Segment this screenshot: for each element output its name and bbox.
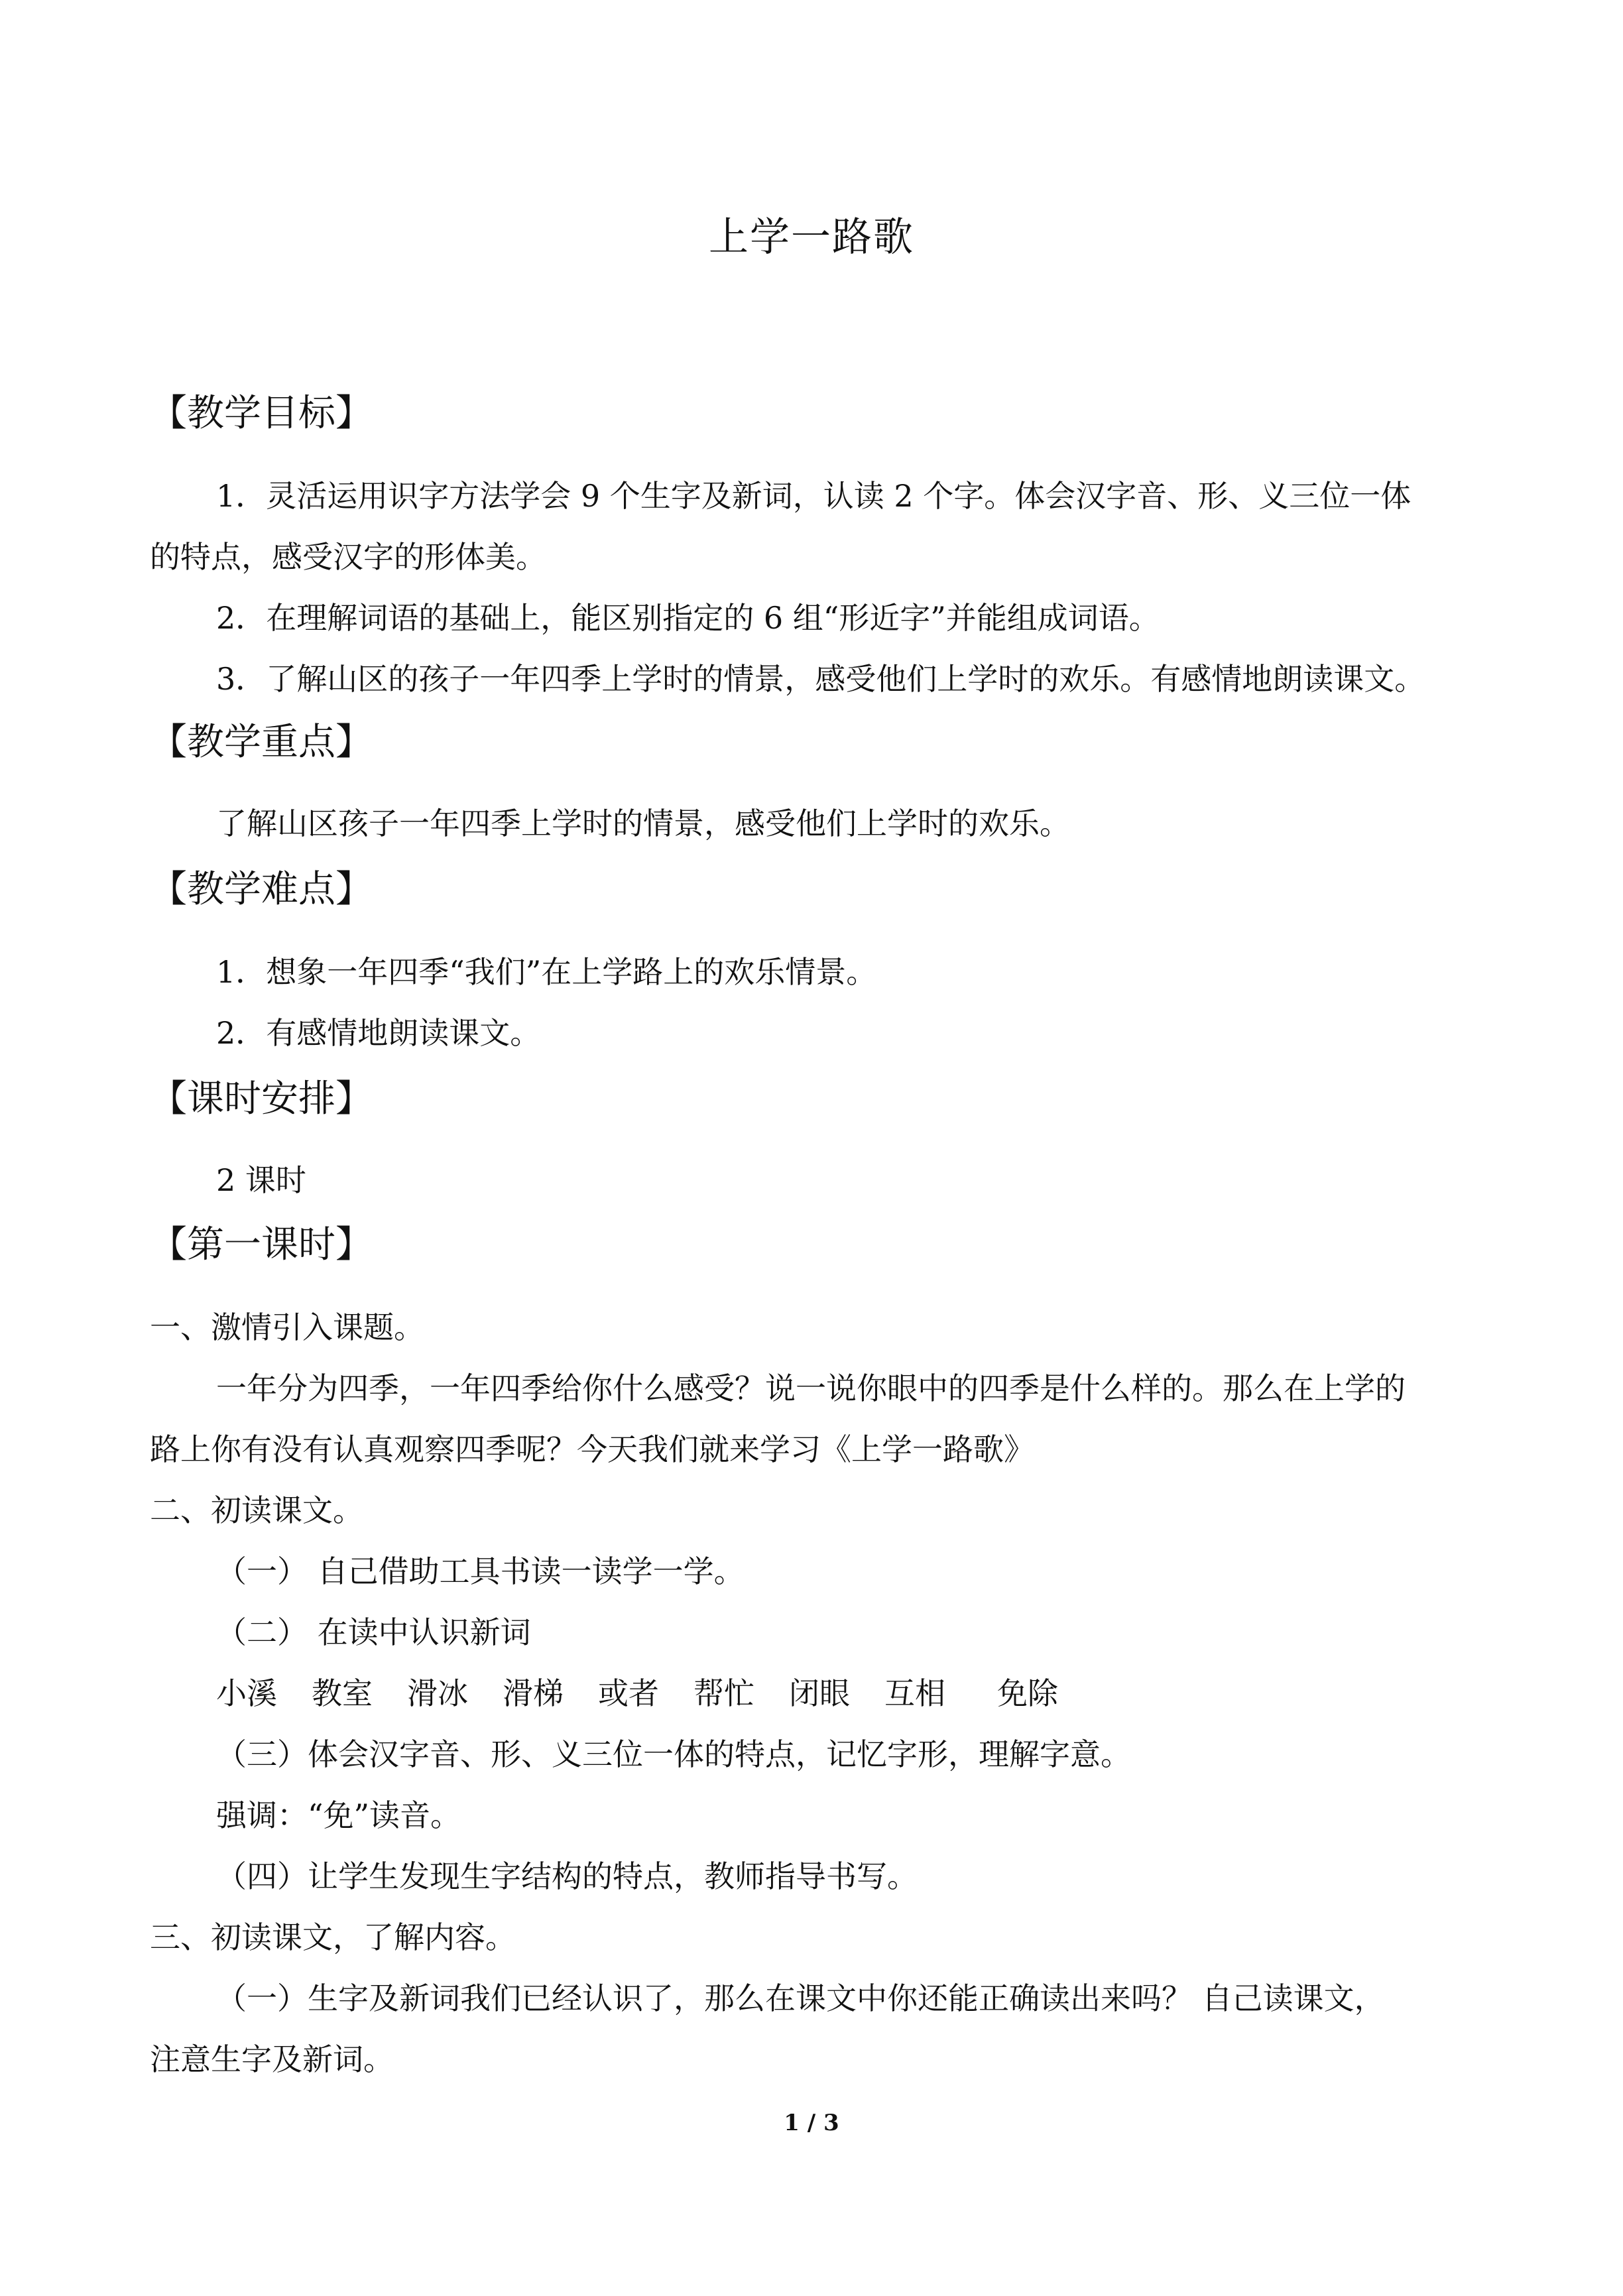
vocab-word: 免除 xyxy=(997,1675,1058,1711)
vocab-list xyxy=(216,1672,1058,1715)
vocab-word: 闭眼 xyxy=(789,1675,850,1711)
difficulty-1: 1．想象一年四季“我们”在上学路上的欢乐情景。 xyxy=(216,954,877,990)
step-2-sub-2: （二） 在读中认识新词 xyxy=(216,1614,531,1650)
vocab-word: 帮忙 xyxy=(693,1675,754,1711)
step-2-sub-4: （四）让学生发现生字结构的特点，教师指导书写。 xyxy=(216,1858,918,1894)
first-lesson-heading: 【第一课时】 xyxy=(150,1223,373,1266)
step-2-sub-3: （三）体会汉字音、形、义三位一体的特点，记忆字形，理解字意。 xyxy=(216,1736,1131,1772)
objective-3: 3．了解山区的孩子一年四季上学时的情景，感受他们上学时的欢乐。有感情地朗读课文。 xyxy=(216,661,1425,697)
key-points-heading: 【教学重点】 xyxy=(150,721,373,764)
vocab-word: 或者 xyxy=(598,1675,659,1711)
step-1-text-line-1: 一年分为四季，一年四季给你什么感受？说一说你眼中的四季是什么样的。那么在上学的 xyxy=(216,1370,1406,1406)
document-title: 上学一路歌 xyxy=(709,214,914,261)
step-1-title: 一、激情引入课题。 xyxy=(150,1309,424,1345)
step-2-sub-1: （一） 自己借助工具书读一读学一学。 xyxy=(216,1553,745,1589)
page-number: 1 / 3 xyxy=(784,2110,839,2136)
vocab-word: 互相 xyxy=(884,1675,945,1711)
vocab-word: 教室 xyxy=(312,1675,373,1711)
schedule-text: 2 课时 xyxy=(216,1162,306,1198)
difficulty-2: 2．有感情地朗读课文。 xyxy=(216,1015,541,1051)
step-3-sub-1-line-1: （一）生字及新词我们已经认识了，那么在课文中你还能正确读出来吗？ 自己读课文， xyxy=(216,1980,1385,2016)
objective-1-line-1: 1．灵活运用识字方法学会 9 个生字及新词，认读 2 个字。体会汉字音、形、义三位一体 xyxy=(216,478,1412,514)
schedule-heading: 【课时安排】 xyxy=(150,1077,373,1120)
vocab-word: 滑冰 xyxy=(407,1675,468,1711)
step-3-sub-1-line-2: 注意生字及新词。 xyxy=(150,2041,394,2077)
step-2-emphasis: 强调：“免”读音。 xyxy=(216,1797,461,1833)
objective-2: 2．在理解词语的基础上，能区别指定的 6 组“形近字”并能组成词语。 xyxy=(216,600,1160,636)
vocab-word: 滑梯 xyxy=(503,1675,564,1711)
key-points-text: 了解山区孩子一年四季上学时的情景，感受他们上学时的欢乐。 xyxy=(216,806,1070,841)
step-1-text-line-2: 路上你有没有认真观察四季呢？今天我们就来学习《上学一路歌》 xyxy=(150,1431,1034,1467)
step-2-title: 二、初读课文。 xyxy=(150,1492,363,1528)
objectives-heading: 【教学目标】 xyxy=(150,392,373,435)
difficulties-heading: 【教学难点】 xyxy=(150,868,373,911)
objective-1-line-2: 的特点，感受汉字的形体美。 xyxy=(150,539,546,575)
vocab-word: 小溪 xyxy=(216,1675,277,1711)
step-3-title: 三、初读课文，了解内容。 xyxy=(150,1919,516,1955)
